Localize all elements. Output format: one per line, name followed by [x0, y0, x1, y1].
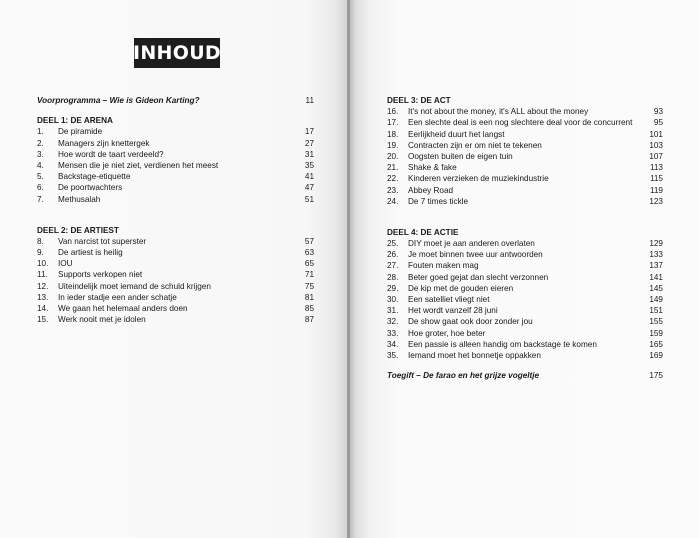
- chapter-number: 9.: [37, 248, 44, 258]
- part-heading: DEEL 3: DE ACT: [387, 96, 451, 105]
- toc-outro-page: 175: [649, 371, 663, 381]
- chapter-number: 34.: [387, 339, 399, 349]
- chapter-number: 14.: [37, 304, 49, 313]
- chapter-page: 133: [649, 250, 663, 260]
- chapter-page: 103: [649, 140, 663, 150]
- chapter-page: 149: [649, 295, 663, 304]
- chapter-number: 22.: [387, 174, 399, 184]
- chapter-page: 95: [653, 118, 663, 128]
- part-heading: DEEL 2: DE ARTIEST: [37, 225, 119, 235]
- chapter-title: Managers zijn knettergek: [58, 138, 150, 148]
- toc-entry: [387, 129, 663, 140]
- toc-entry: [37, 171, 314, 182]
- chapter-page: 101: [649, 129, 663, 139]
- chapter-page: 17: [304, 127, 314, 137]
- chapter-number: 33.: [387, 328, 399, 338]
- part1-list: [37, 126, 314, 204]
- chapter-title: Je moet binnen twee uur antwoorden: [408, 250, 543, 260]
- toc-entry: [387, 328, 663, 339]
- chapter-title: Shake & fake: [408, 163, 457, 173]
- toc-entry: [387, 249, 663, 260]
- chapter-title: De 7 times tickle: [408, 196, 469, 206]
- chapter-title: Mensen die je niet ziet, verdienen het meest: [58, 160, 219, 170]
- toc-entry: [387, 316, 663, 327]
- chapter-page: 47: [304, 183, 314, 193]
- chapter-page: 155: [649, 317, 663, 327]
- toc-entry: [37, 247, 314, 258]
- chapter-page: 123: [649, 196, 663, 206]
- page-title: INHOUD: [134, 38, 220, 68]
- chapter-page: 107: [649, 151, 663, 161]
- chapter-title: Backstage-etiquette: [58, 172, 131, 182]
- toc-entry: [387, 272, 663, 283]
- chapter-page: 169: [649, 350, 663, 360]
- chapter-number: 20.: [387, 151, 399, 161]
- toc-entry: [387, 173, 663, 184]
- chapter-title: Hoe wordt de taart verdeeld?: [58, 149, 164, 159]
- chapter-title: Uiteindelijk moet iemand de schuld krijgen: [58, 281, 211, 291]
- toc-right-column: [387, 95, 663, 381]
- toc-entry: [37, 314, 314, 325]
- chapter-number: 2.: [37, 138, 44, 148]
- toc-outro-title: Toegift – De farao en het grijze vogeltje: [387, 371, 540, 381]
- chapter-title: De artiest is heilig: [58, 248, 123, 258]
- chapter-page: 129: [649, 239, 663, 249]
- chapter-page: 35: [304, 160, 314, 170]
- chapter-number: 10.: [37, 259, 49, 269]
- chapter-title: Van narcist tot superster: [58, 236, 147, 246]
- chapter-title: Een satelliet vliegt niet: [408, 295, 490, 304]
- chapter-page: 41: [304, 172, 314, 182]
- toc-entry: [37, 182, 314, 193]
- chapter-number: 24.: [387, 196, 399, 206]
- chapter-title: Fouten maken mag: [408, 261, 479, 271]
- chapter-number: 12.: [37, 281, 49, 291]
- chapter-number: 28.: [387, 272, 399, 282]
- toc-entry: [387, 196, 663, 207]
- chapter-title: De show gaat ook door zonder jou: [408, 317, 533, 327]
- chapter-page: 71: [304, 270, 314, 280]
- part3-list: [387, 106, 663, 207]
- chapter-number: 32.: [387, 317, 399, 327]
- toc-entry: [37, 138, 314, 149]
- toc-entry: [387, 283, 663, 294]
- chapter-title: Een passie is alleen handig om backstage te komen: [408, 339, 597, 349]
- chapter-number: 18.: [387, 129, 399, 139]
- toc-entry: [387, 140, 663, 151]
- chapter-title: Kinderen verzieken de muziekindustrie: [408, 174, 549, 184]
- part4-list: [387, 238, 663, 361]
- chapter-title: It's not about the money, it's ALL about the money: [408, 107, 589, 117]
- chapter-title: De piramide: [58, 127, 103, 137]
- chapter-number: 27.: [387, 261, 399, 271]
- chapter-number: 23.: [387, 185, 399, 195]
- toc-entry: [37, 258, 314, 269]
- chapter-number: 29.: [387, 283, 399, 293]
- toc-outro-row: [387, 370, 663, 381]
- chapter-title: IOU: [58, 259, 73, 269]
- chapter-page: 81: [304, 292, 314, 302]
- chapter-title: De poortwachters: [58, 183, 123, 193]
- toc-entry: [37, 303, 314, 314]
- chapter-title: Het wordt vanzelf 28 juni: [408, 306, 498, 316]
- chapter-number: 11.: [37, 270, 48, 280]
- chapter-page: 57: [304, 236, 314, 246]
- chapter-number: 3.: [37, 149, 44, 159]
- part2-list: [37, 236, 314, 326]
- toc-entry: [387, 185, 663, 196]
- chapter-page: 151: [649, 306, 663, 316]
- chapter-title: Methusalah: [58, 194, 101, 204]
- chapter-title: Hoe groter, hoe beter: [408, 328, 486, 338]
- part-heading: DEEL 1: DE ARENA: [37, 116, 113, 126]
- chapter-title: Oogsten buiten de eigen tuin: [408, 151, 513, 161]
- chapter-page: 65: [304, 259, 314, 269]
- chapter-page: 93: [653, 107, 663, 117]
- chapter-number: 35.: [387, 350, 399, 360]
- toc-entry: [387, 350, 663, 361]
- chapter-title: In ieder stadje een ander schatje: [58, 292, 177, 302]
- toc-entry: [37, 269, 314, 280]
- chapter-page: 145: [649, 283, 663, 293]
- chapter-page: 51: [304, 194, 314, 204]
- chapter-page: 87: [304, 315, 314, 325]
- chapter-title: De kip met de gouden eieren: [408, 283, 514, 293]
- chapter-title: We gaan het helemaal anders doen: [58, 304, 188, 313]
- chapter-number: 19.: [387, 140, 399, 150]
- toc-entry: [387, 106, 663, 117]
- book-gutter: [347, 0, 350, 538]
- toc-intro-title: Voorprogramma – Wie is Gideon Karting?: [37, 96, 200, 105]
- toc-entry: [387, 339, 663, 350]
- toc-entry: [387, 162, 663, 173]
- toc-left-column: [37, 95, 314, 325]
- chapter-title: Supports verkopen niet: [58, 270, 143, 280]
- chapter-title: Werk nooit met je idolen: [58, 315, 146, 325]
- toc-entry: [37, 149, 314, 160]
- chapter-page: 113: [649, 163, 663, 173]
- chapter-title: Contracten zijn er om niet te tekenen: [408, 140, 542, 150]
- toc-intro-page: 11: [305, 96, 314, 105]
- chapter-page: 85: [304, 304, 314, 313]
- chapter-number: 17.: [387, 118, 399, 128]
- chapter-page: 75: [304, 281, 314, 291]
- toc-entry: [37, 236, 314, 247]
- chapter-number: 7.: [37, 194, 44, 204]
- chapter-page: 119: [649, 185, 663, 195]
- chapter-page: 31: [304, 149, 314, 159]
- chapter-page: 27: [304, 138, 314, 148]
- chapter-number: 6.: [37, 183, 44, 193]
- toc-entry: [387, 117, 663, 128]
- chapter-title: Iemand moet het bonnetje oppakken: [408, 350, 541, 360]
- chapter-number: 5.: [37, 172, 44, 182]
- chapter-number: 8.: [37, 236, 44, 246]
- chapter-title: Een slechte deal is een nog slechtere deal voor de concurrent: [408, 118, 633, 128]
- chapter-number: 16.: [387, 107, 399, 117]
- part-heading: DEEL 4: DE ACTIE: [387, 227, 459, 237]
- toc-entry: [387, 151, 663, 162]
- chapter-title: DIY moet je aan anderen overlaten: [408, 239, 535, 249]
- chapter-number: 13.: [37, 292, 49, 302]
- chapter-number: 30.: [387, 295, 399, 304]
- chapter-title: Eerlijkheid duurt het langst: [408, 129, 505, 139]
- chapter-number: 1.: [37, 127, 44, 137]
- toc-entry: [387, 238, 663, 249]
- chapter-title: Abbey Road: [408, 185, 454, 195]
- chapter-page: 63: [304, 248, 314, 258]
- toc-entry: [37, 160, 314, 171]
- toc-entry: [37, 281, 314, 292]
- toc-entry: [387, 305, 663, 316]
- chapter-title: Beter goed gejat dan slecht verzonnen: [408, 272, 549, 282]
- chapter-page: 159: [649, 328, 663, 338]
- toc-intro-row: [37, 95, 314, 106]
- toc-entry: [37, 126, 314, 137]
- chapter-page: 137: [649, 261, 663, 271]
- chapter-number: 25.: [387, 239, 399, 249]
- chapter-number: 15.: [37, 315, 49, 325]
- chapter-number: 21.: [387, 163, 399, 173]
- toc-entry: [387, 294, 663, 305]
- toc-entry: [387, 260, 663, 271]
- chapter-number: 4.: [37, 160, 44, 170]
- chapter-page: 115: [649, 174, 663, 184]
- chapter-page: 141: [649, 272, 663, 282]
- chapter-number: 31.: [387, 306, 399, 316]
- toc-entry: [37, 194, 314, 205]
- toc-entry: [37, 292, 314, 303]
- chapter-page: 165: [649, 339, 663, 349]
- chapter-number: 26.: [387, 250, 399, 260]
